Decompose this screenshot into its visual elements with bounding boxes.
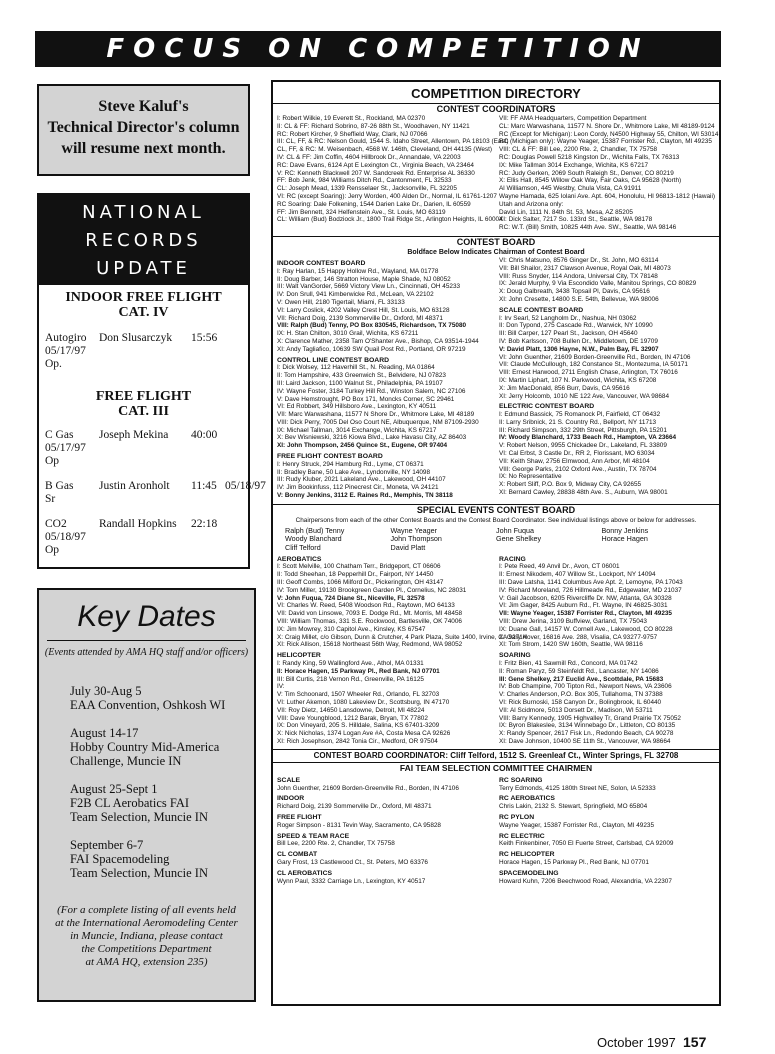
- directory-entry: RC: Judy Gerken, 2069 South Raleigh St., Denver, CO 80219: [499, 169, 674, 177]
- fai-left: [277, 774, 493, 886]
- records-update-box: [37, 193, 266, 569]
- directory-entry: Chris Lakin, 2132 S. Stewart, Springfield, MO 65804: [499, 803, 648, 811]
- footnote-line: at the International Aeromodeling Center: [55, 917, 238, 929]
- key-date-event: Hobby Country Mid-America: [70, 740, 220, 754]
- directory-entry: XI: Jerry Holcomb, 1010 NE 122 Ave, Vancouver, WA 98684: [499, 392, 670, 400]
- directory-entry: Keith Finkenbiner, 7050 El Fuerte Street, Carlsbad, CA 92009: [499, 840, 674, 848]
- board-left: [277, 257, 493, 500]
- directory-entry: XI: Rick Allison, 15618 Northeast 56th Way, Redmond, WA 98052: [277, 641, 463, 649]
- directory-entry: IX: Don Vineyard, 205 S. Hilldale, Salina, KS 67401-3209: [277, 722, 440, 730]
- records-header-line: UPDATE: [96, 258, 191, 279]
- key-date-event: F2B CL Aerobatics FAI: [70, 796, 190, 810]
- board-heading: HELICOPTER: [277, 652, 321, 660]
- directory-entry: IV: Bob Karlsson, 708 Bullen Dr., Middletown, DE 19709: [499, 337, 658, 345]
- directory-entry: VI: Chris Matsuno, 8576 Ginger Dr., St. John, MO 63114: [499, 256, 659, 264]
- board-heading: RC AEROBATICS: [499, 795, 555, 803]
- directory-entry: VII: Keith Shaw, 2756 Elmwood, Ann Arbor, MI 48104: [499, 457, 650, 465]
- board-heading: SPACEMODELING: [499, 869, 559, 877]
- board-heading: FREE FLIGHT: [277, 813, 322, 821]
- directory-entry: FF: Jim Bennett, 324 Helfenstein Ave., St. Louis, MO 63119: [277, 208, 446, 216]
- record-class: Sr: [45, 493, 56, 505]
- board-heading: RC ELECTRIC: [499, 832, 545, 840]
- directory-entry: I: Pete Reed, 49 Anvil Dr., Avon, CT 06001: [499, 563, 620, 571]
- chair-name: John Thompson: [390, 534, 442, 544]
- footnote-line: (For a complete listing of all events held: [57, 904, 236, 916]
- board-heading: CONTROL LINE CONTEST BOARD: [277, 356, 390, 364]
- directory-entry: VI: RC (except Soaring): Jerry Worden, 400 Alden Dr., Normal, IL 61761-1207: [277, 192, 497, 200]
- directory-entry: I: Irv Searl, 52 Langholm Dr., Nashua, NH 03062: [499, 314, 637, 322]
- directory-entry: XI: Bernard Cawley, 28838 48th Ave. S., Auburn, WA 98001: [499, 489, 668, 497]
- board-coordinator: CONTEST BOARD COORDINATOR: Cliff Telford, 1512 S. Greenleaf Ct., Winter Springs, FL 32708: [273, 749, 719, 763]
- directory-entry: V: Charles Anderson, P.O. Box 305, Tullahoma, TN 37388: [499, 691, 663, 699]
- directory-entry: Howard Kuhn, 7206 Beechwood Road, Alexandria, VA 22307: [499, 877, 672, 885]
- chair-name: Ralph (Bud) Tenny: [285, 525, 345, 535]
- chairman-entry: VII: Wayne Yeager, 15387 Forrister Rd., Clayton, MI 49235: [499, 610, 672, 618]
- directory-entry: VI: Rick Burnoski, 158 Canyon Dr., Bolingbrook, IL 60440: [499, 698, 662, 706]
- directory-entry: VII: Bill Shailor, 2317 Clawson Avenue, Royal Oak, MI 48073: [499, 264, 671, 272]
- board-heading: SPEED & TEAM RACE: [277, 832, 350, 840]
- directory-entry: VII: FF AMA Headquarters, Competition Department: [499, 115, 647, 122]
- footnote-line: in Muncie, Indiana, please contact: [70, 930, 223, 942]
- directory-entry: RC: Robert Kircher, 9 Sheffield Way, Clark, NJ 07066: [277, 130, 428, 138]
- directory-entry: CL: William (Bud) Bodziock Jr., 1800 Trail Ridge St., Arlington Heights, IL 60004: [277, 216, 503, 224]
- board-heading: CL COMBAT: [277, 851, 318, 859]
- directory-entry: RC (Except for Michigan): Leon Cordy, N4500 Highway 55, Chilton, WI 53014: [499, 130, 719, 138]
- key-date-event: Challenge, Muncie IN: [70, 754, 182, 768]
- directory-entry: X: Nick Nicholas, 1374 Logan Ave #A, Costa Mesa CA 92626: [277, 730, 451, 738]
- board-heading: RC SOARING: [499, 776, 543, 784]
- directory-entry: IV: Richard Moreland, 726 Hillmeade Rd., Edgewater, MD 21037: [499, 586, 682, 594]
- key-dates-footnote: [39, 904, 254, 969]
- directory-entry: VII: Claude McCullough, 182 Constance St., Montezuma, IA 50171: [499, 361, 688, 369]
- directory-entry: VII: Roy Dietz, 14650 Lansdowne, Detroit, MI 48224: [277, 706, 425, 714]
- directory-entry: VI: John Guenther, 21609 Borden-Greenville Rd., Borden, IN 47106: [499, 353, 691, 361]
- directory-entry: IV: Jim Bookinfuss, 112 Pinecrest Cir., Moneta, VA 24121: [277, 484, 439, 492]
- directory-entry: CL, FF, & RC: M. Weisenbach, 4568 W. 146th, Cleveland, OH 44135 (West): [277, 146, 493, 154]
- record-category: [45, 290, 242, 320]
- record-category-line: INDOOR FREE FLIGHT: [65, 290, 222, 305]
- record-event: CO2: [45, 518, 67, 530]
- board-heading: SCALE: [277, 776, 301, 784]
- directory-entry: X: Bev Wisniewski, 3216 Kiowa Blvd., Lake Havasu City, AZ 86403: [277, 434, 467, 442]
- directory-entry: XI: John Cresette, 14800 S.E. 54th, Bellevue, WA 98006: [499, 295, 659, 303]
- directory-entry: Terry Edmonds, 4125 180th Street NE, Solon, IA 52333: [499, 784, 656, 792]
- key-dates-box: [37, 588, 256, 1002]
- directory-entry: David Lin, 1111 N. 84th St. 53, Mesa, AZ 85205: [499, 208, 633, 216]
- directory-entry: V: Dave Hemstrought, PO Box 171, Moncks Corner, SC 29461: [277, 395, 455, 403]
- directory-entry: XI: Rich Josephson, 2842 Tonia Cir., Medford, OR 97504: [277, 737, 438, 745]
- directory-entry: III: Dave Latsha, 1141 Columbus Ave Apt. 2, Lemoyne, PA 17043: [499, 579, 683, 587]
- directory-entry: RC: Douglas Powell 5218 Kingston Dr., Wichita Falls, TX 76313: [499, 153, 680, 161]
- directory-entry: IV:: [277, 683, 285, 691]
- directory-entry: IV: CL & FF: Jim Coffin, 4604 Hillbrook Dr., Annandale, VA 22003: [277, 153, 461, 161]
- directory-entry: III: Bill Carper, 127 Pearl St., Jackson, OH 45640: [499, 330, 638, 338]
- record-event: Autogiro: [45, 332, 87, 344]
- directory-entry: VII: Richard Doig, 2139 Sommerville Dr., Oxford, MI 48371: [277, 314, 443, 322]
- key-date-event: Team Selection, Muncie IN: [70, 866, 208, 880]
- record-date: 05/18/97: [45, 531, 86, 543]
- directory-entry: II: Doug Barber, 146 Stratton House, Maple Shade, NJ 08052: [277, 275, 451, 283]
- directory-entry: VI: Jim Gager, 8425 Auburn Rd., Ft. Wayne, IN 46825-3031: [499, 602, 668, 610]
- key-date-item: [70, 684, 254, 712]
- directory-entry: I: Henry Struck, 294 Hamburg Rd., Lyme, CT 06371: [277, 460, 424, 468]
- directory-entry: Al Williamson, 445 Westby, Chula Vista, CA 91911: [499, 185, 642, 193]
- key-date-item: [70, 782, 254, 824]
- directory-entry: IX: Michael Tallman, 3014 Exchange, Wichita, KS 67217: [277, 426, 437, 434]
- directory-entry: VIII: Drew Jerina, 3109 Buffview, Garland, TX 75043: [499, 618, 647, 626]
- directory-entry: XI: Dick Salter, 7217 So. 133rd St., Seattle, WA 98178: [499, 216, 653, 224]
- chair-name: David Platt: [390, 543, 426, 553]
- board-heading: ELECTRIC CONTEST BOARD: [499, 403, 595, 411]
- chairman-entry: II: Horace Hagen, 15 Parkway Pl., Red Bank, NJ 07701: [277, 667, 440, 675]
- board-heading: INDOOR: [277, 795, 305, 803]
- chair-name: Wayne Yeager: [390, 525, 437, 535]
- chair-name: Woody Blanchard: [285, 534, 342, 544]
- record-event: B Gas: [45, 480, 74, 492]
- fai-right: [499, 774, 715, 886]
- directory-entry: III: Rudy Kluber, 2021 Lakeland Ave., Lakewood, OH 44107: [277, 476, 446, 484]
- directory-entry: II: Ernest Nikodem, 407 Willow St., Lockport, NY 14094: [499, 571, 656, 579]
- special-events-note: Chairpersons from each of the other Contest Boards and the Contest Board Coordinator. See individual listings above or below for addresses.: [295, 516, 697, 524]
- record-row: [45, 518, 242, 557]
- directory-entry: VIII: George Parks, 2102 Oxford Ave., Austin, TX 78704: [499, 465, 657, 473]
- directory-entry: VI: Ed Robbert, 349 Hillsboro Ave., Lexington, KY 40511: [277, 403, 437, 411]
- directory-entry: Horace Hagen, 15 Parkway Pl., Red Bank, NJ 07701: [499, 858, 649, 866]
- directory-entry: VI: Luther Akemon, 1080 Lakeview Dr., Scottsburg, IN 47170: [277, 698, 450, 706]
- directory-entry: III: CL, FF, & RC: Nelson Gould, 1544 S. Idaho Street, Allentown, PA 18103 (East): [277, 138, 509, 146]
- contest-board-note: Boldface Below Indicates Chairman of Contest Board: [407, 248, 585, 256]
- page-footer: [597, 1034, 706, 1050]
- directory-entry: IX: H. Stan Chilton, 3010 Grail, Wichita, KS 67211: [277, 330, 419, 338]
- record-holder: Justin Aronholt: [99, 480, 170, 492]
- directory-entry: X: Jim MacDonald, 856 Burr, Davis, CA 95616: [499, 384, 630, 392]
- chair-name: Cliff Telford: [285, 543, 321, 553]
- page-number: 157: [683, 1034, 707, 1050]
- board-heading: RC PYLON: [499, 813, 535, 821]
- directory-entry: IX: Jerald Murphy, 9 Via Escondido Valle, Manitou Springs, CO 80829: [499, 280, 697, 288]
- chairman-entry: V: David Platt, 1306 Hayne, N.W., Palm Bay, FL 32907: [499, 345, 659, 353]
- chair-name: Gene Shelkey: [496, 534, 542, 544]
- coordinators-header: CONTEST COORDINATORS: [273, 103, 719, 115]
- board-heading: RACING: [499, 555, 526, 563]
- directory-entry: VI: Larry Coslick, 4202 Valley Crest Hill, St. Louis, MO 63128: [277, 306, 450, 314]
- key-date-event: EAA Convention, Oshkosh WI: [70, 698, 226, 712]
- chairman-entry: V: John Fuqua, 724 Diane St., Niceville, FL 32578: [277, 594, 425, 602]
- directory-entry: VIII: Dave Youngblood, 1212 Barak, Bryan, TX 77802: [277, 714, 428, 722]
- record-row: [45, 480, 266, 506]
- focus-banner: FOCUS ON COMPETITION: [35, 31, 721, 67]
- records-header: [39, 195, 248, 285]
- record-time: 40:00: [191, 429, 218, 441]
- directory-entry: VIII: Russ Snyder, 114 Andora, Universal City, TX 78148: [499, 272, 658, 280]
- directory-entry: II: CL & FF: Richard Sobrino, 87-26 88th St., Woodhaven, NY 11421: [277, 122, 470, 130]
- directory-entry: VIII: Barry Kennedy, 1905 Highvalley Tr, Grand Prairie TX 75052: [499, 714, 681, 722]
- record-date: 05/17/97: [45, 442, 86, 454]
- directory-entry: Richard Doig, 2139 Sommerville Dr., Oxford, MI 48371: [277, 803, 432, 811]
- kaluf-line: will resume next month.: [61, 140, 226, 157]
- directory-entry: RC Soaring: Dale Folkening, 1544 Darien Lake Dr., Darien, IL 60559: [277, 200, 471, 208]
- chairman-entry: V: Bonny Jenkins, 3112 E. Raines Rd., Memphis, TN 38118: [277, 492, 453, 500]
- directory-entry: X: Randy Spencer, 2617 Fisk Ln., Redondo Beach, CA 90278: [499, 730, 674, 738]
- directory-entry: III: Walt VanGorder, 5669 Victory View Ln., Cincinnati, OH 45233: [277, 283, 461, 291]
- directory-entry: I: Scott Melville, 100 Chatham Terr., Bridgeport, CT 06606: [277, 563, 441, 571]
- directory-entry: IX: Martin Liphart, 107 N. Parkwood, Wichita, KS 67208: [499, 376, 657, 384]
- directory-entry: X: Craig Millet, c/o Gibson, Dunn & Crutcher, 4 Park Plaza, Suite 1400, Irvine, CA 92714: [277, 633, 527, 641]
- directory-entry: VIII: William Thomas, 331 S.E. Rockwood, Bartlesville, OK 74006: [277, 618, 462, 626]
- directory-entry: I: Edmund Bassick, 75 Romanock Pl, Fairfield, CT 06432: [499, 411, 661, 419]
- directory-entry: IV: Don Srull, 941 Kimberwicke Rd., McLean, VA 22102: [277, 291, 434, 299]
- directory-entry: CL: Joseph Mead, 1339 Rensselaer St., Jacksonville, FL 32205: [277, 185, 457, 193]
- directory-entry: II: Roman Paryz, 59 Steinfeldt Rd., Lancaster, NY 14086: [499, 667, 659, 675]
- directory-entry: John Guenther, 21609 Borden-Greenville Rd., Borden, IN 47106: [277, 784, 459, 792]
- record-class: Op: [45, 455, 60, 467]
- directory-entry: RC: Dave Evans, 6124 Apt E Lexington Ct., Virginia Beach, VA 23464: [277, 161, 474, 169]
- chair-name: John Fuqua: [496, 525, 534, 535]
- key-date-when: August 25-Sept 1: [70, 782, 158, 796]
- directory-entry: IX: No Representative: [499, 473, 562, 481]
- key-date-when: July 30-Aug 5: [70, 684, 142, 698]
- record-category-line: CAT. IV: [118, 305, 169, 320]
- records-header-line: RECORDS: [85, 230, 202, 251]
- chair-name: Horace Hagen: [601, 534, 648, 544]
- competition-directory: [271, 80, 721, 1006]
- kaluf-line: Technical Director's column: [47, 119, 240, 136]
- directory-entry: X: Clarence Mather, 2358 Tam O'Shanter Ave., Bishop, CA 93514-1944: [277, 337, 479, 345]
- key-date-event: FAI Spacemodeling: [70, 852, 170, 866]
- directory-entry: IX: Mike Tallman 3014 Exchange, Wichita, KS 67217: [499, 161, 649, 169]
- coordinators-columns: [273, 115, 719, 232]
- key-dates-title: Key Dates: [77, 600, 216, 633]
- board-columns: [273, 257, 719, 500]
- board-heading: CL AEROBATICS: [277, 869, 333, 877]
- directory-entry: XI: Dave Johnson, 10400 SE 11th St., Vancouver, WA 98664: [499, 737, 671, 745]
- directory-entry: II: Todd Sheehan, 18 Pepperhill Dr., Fairport, NY 14450: [277, 571, 434, 579]
- chair-name: Bonny Jenkins: [601, 525, 649, 535]
- contest-board-header: CONTEST BOARD: [273, 236, 719, 248]
- record-category-line: FREE FLIGHT: [95, 389, 192, 404]
- directory-entry: XI: Tom Strom, 1420 SW 160th, Seattle, WA 98116: [499, 641, 643, 649]
- directory-entry: II: Tom Hampshire, 433 Greenwich St., Belvidere, NJ 07823: [277, 372, 446, 380]
- coordinators-left: [277, 115, 509, 232]
- directory-entry: I: Dick Wolsey, 112 Haverhill St., N. Reading, MA 01864: [277, 364, 435, 372]
- directory-entry: IV: Wayne Foster, 3184 Turkey Hill Rd., Winston Salem, NC 27106: [277, 387, 466, 395]
- board-right: [499, 257, 715, 500]
- directory-entry: VIII: Ernest Harwood, 2711 English Chase, Arlington, TX 76016: [499, 369, 678, 377]
- record-time: 22:18: [191, 518, 218, 530]
- directory-entry: RC: W.T. (Bill) Smith, 10825 44th Ave. SW., Seattle, WA 98146: [499, 224, 677, 232]
- issue-date: October 1997: [597, 1035, 676, 1050]
- directory-entry: I: Ray Harlan, 15 Happy Hollow Rd., Wayland, MA 01778: [277, 267, 439, 275]
- kaluf-line: Steve Kaluf's: [98, 98, 189, 115]
- coordinators-right: [499, 115, 719, 232]
- directory-entry: III: Bill Curtis, 218 Vernon Rd., Greenville, PA 16125: [277, 675, 424, 683]
- special-columns: [273, 553, 719, 746]
- fai-columns: [273, 774, 719, 886]
- directory-entry: IV: Bob Champine, 700 Tipton Rd., Newport News, VA 23606: [499, 683, 672, 691]
- directory-entry: X: Robert Sliff, P.O. Box 9, Midway City, CA 92655: [499, 481, 642, 489]
- chairman-entry: VIII: Ralph (Bud) Tenny, PO Box 830545, Richardson, TX 75080: [277, 322, 467, 330]
- directory-entry: VI: Cal Erbst, 3 Castle Dr., RR 2, Florissant, MO 63034: [499, 450, 655, 458]
- directory-entry: VIII: Dick Perry, 7005 Del Oso Court NE, Albuquerque, NM 87109-2930: [277, 418, 479, 426]
- key-date-event: Team Selection, Muncie IN: [70, 810, 208, 824]
- record-date: 05/17/97: [45, 345, 86, 357]
- directory-entry: V: Gail Jacobson, 6205 Rivercliffe Dr. NW, Atlanta, GA 30328: [499, 594, 672, 602]
- board-heading: INDOOR CONTEST BOARD: [277, 259, 366, 267]
- directory-entry: Utah and Arizona only:: [499, 200, 564, 208]
- special-right: [499, 553, 715, 746]
- key-date-when: September 6-7: [70, 838, 144, 852]
- directory-entry: VII: David von Linsowe, 7093 E. Dodge Rd., Mt. Morris, MI 48458: [277, 610, 463, 618]
- directory-entry: RC (Michigan only): Wayne Yeager, 15387 Forrister Rd., Clayton, MI 49235: [499, 138, 712, 146]
- footnote-line: at AMA HQ, extension 235): [85, 956, 208, 968]
- special-events-names: [273, 527, 719, 553]
- directory-entry: IX: Byron Blakeslee, 3134 Winnebago Dr., Littleton, CO 80135: [499, 722, 676, 730]
- directory-entry: I: Robert Wilkie, 19 Everett St., Rockland, MA 02370: [277, 115, 426, 122]
- record-category-line: CAT. III: [118, 404, 169, 419]
- directory-entry: IV: Tom Miller, 19130 Brookgreen Garden Pl., Cornelius, NC 28031: [277, 586, 467, 594]
- directory-entry: III: Geoff Combs, 1066 Milford Dr., Pickerington, OH 43147: [277, 579, 444, 587]
- record-class: Op.: [45, 358, 62, 370]
- directory-entry: V: Robert Nelson, 9955 Chickadee Dr., Lakeland, FL 33809: [499, 442, 667, 450]
- directory-entry: I: Fritz Bien, 41 Sawmill Rd., Concord, MA 01742: [499, 660, 638, 667]
- footnote-line: the Competitions Department: [81, 943, 212, 955]
- record-holder: Don Slusarczyk: [99, 332, 173, 344]
- directory-title: COMPETITION DIRECTORY: [411, 86, 581, 101]
- board-heading: FREE FLIGHT CONTEST BOARD: [277, 453, 383, 461]
- record-event: C Gas: [45, 429, 74, 441]
- directory-entry: Bill Lee, 2200 Rte. 2, Chandler, TX 75758: [277, 840, 395, 848]
- directory-entry: X: Gary Hover, 16816 Ave. 288, Visalia, CA 93277-9757: [499, 633, 658, 641]
- directory-entry: II: Bradley Bane, 50 Lake Ave., Lyndonville, NY 14098: [277, 468, 431, 476]
- directory-entry: Wayne Hamada, 625 Iolani Ave. Apt. 604, Honolulu, HI 96813-1812 (Hawaii): [499, 192, 715, 200]
- directory-entry: IX: Jim Mowrey, 310 Capitol Ave., Kinsley, KS 67547: [277, 625, 426, 633]
- directory-entry: III: Laird Jackson, 1100 Walnut St., Philadelphia, PA 19107: [277, 379, 443, 387]
- directory-entry: V: RC: Kenneth Blackwell 207 W. Sandcreek Rd. Enterprise AL 36330: [277, 169, 475, 177]
- key-dates-list: [70, 684, 254, 880]
- records-header-line: NATIONAL: [82, 202, 205, 223]
- key-dates-rule: [47, 640, 246, 641]
- special-events-header: SPECIAL EVENTS CONTEST BOARD: [273, 504, 719, 516]
- directory-entry: X: Doug Galbreath, 3438 Topsail Pl, Davis, CA 95616: [499, 288, 650, 296]
- board-heading: AEROBATICS: [277, 555, 322, 563]
- key-date-item: [70, 726, 254, 768]
- directory-entry: II: Don Typond, 275 Cascade Rd., Warwick, NY 10990: [499, 322, 653, 330]
- board-heading: SOARING: [499, 652, 531, 660]
- directory-entry: Wynn Paul, 3332 Carriage Ln., Lexington, KY 40517: [277, 877, 426, 885]
- record-category: [45, 389, 242, 419]
- chairman-entry: IV: Woody Blanchard, 1733 Beach Rd., Hampton, VA 23664: [499, 434, 677, 442]
- directory-entry: Roger Simpson - 8131 Tevin Way, Sacramento, CA 95828: [277, 821, 441, 829]
- record-date: 05/18/97: [225, 480, 266, 492]
- record-time: 15:56: [191, 332, 218, 344]
- board-heading: RC HELICOPTER: [499, 851, 555, 859]
- directory-entry: FF: Bob Jenk, 984 Williams Ditch Rd., Cantonment, FL 32533: [277, 177, 452, 185]
- fai-header: FAI TEAM SELECTION COMMITTEE CHAIRMEN: [399, 762, 593, 773]
- directory-entry: V: Owen Hill, 2180 Tigertail, Miami, FL 33133: [277, 298, 405, 306]
- directory-entry: IX: Duane Gall, 14157 W. Cornell Ave., Lakewood, CO 80228: [499, 625, 673, 633]
- directory-entry: I: Randy King, 59 Wallingford Ave., Athol, MA 01331: [277, 660, 424, 667]
- directory-entry: CL: Marc Warwashana, 11577 N. Shore Dr., Whitmore Lake, MI 48189-9124: [499, 122, 715, 130]
- board-heading: SCALE CONTEST BOARD: [499, 306, 584, 314]
- directory-entry: Wayne Yeager, 15387 Forrister Rd., Clayton, MI 49235: [499, 821, 654, 829]
- directory-entry: VI: Charles W. Reed, 5408 Woodson Rd., Raytown, MO 64133: [277, 602, 455, 610]
- kaluf-notice: [37, 84, 250, 176]
- records-body: [39, 290, 266, 557]
- directory-entry: VII: Al Scidmore, 5013 Dorsett Dr., Madison, WI 53711: [499, 706, 653, 714]
- directory-entry: VII: Marc Warwashana, 11577 N Shore Dr., Whitmore Lake, MI 48189: [277, 411, 475, 419]
- key-date-item: [70, 838, 254, 880]
- directory-entry: VIII: CL & FF: Bill Lee, 2200 Rte. 2, Chandler, TX 75758: [499, 146, 658, 154]
- directory-entry: III: Richard Simpson, 332 29th Street, Pittsburgh, PA 15201: [499, 426, 667, 434]
- chairman-entry: III: Gene Shelkey, 217 Euclid Ave., Scottdale, PA 15683: [499, 675, 664, 683]
- key-date-when: August 14-17: [70, 726, 139, 740]
- record-class: Op: [45, 544, 60, 556]
- record-time: 11:45: [191, 480, 217, 492]
- record-row: [45, 332, 242, 371]
- record-holder: Randall Hopkins: [99, 518, 177, 530]
- record-row: [45, 429, 242, 468]
- directory-entry: II: Larry Sribnick, 21 S. Country Rd., Bellport, NY 11713: [499, 418, 657, 426]
- key-dates-subtitle: (Events attended by AMA HQ staff and/or officers): [44, 647, 249, 658]
- record-holder: Joseph Mekina: [99, 429, 169, 441]
- directory-entry: Gary Frost, 13 Castlewood Ct., St. Peters, MO 63376: [277, 858, 428, 866]
- chairman-entry: XI: John Thompson, 2456 Quince St., Eugene, OR 97404: [277, 442, 448, 450]
- directory-entry: XI: Andy Tagliafico, 10639 SW Quail Post Rd., Portland, OR 97219: [277, 345, 466, 353]
- directory-entry: V: Tim Schoonard, 1507 Wheeler Rd., Orlando, FL 32703: [277, 691, 440, 699]
- directory-entry: X: Ellis Hall, 8545 Willow Oak Way, Fair Oaks, CA 95628 (North): [499, 177, 682, 185]
